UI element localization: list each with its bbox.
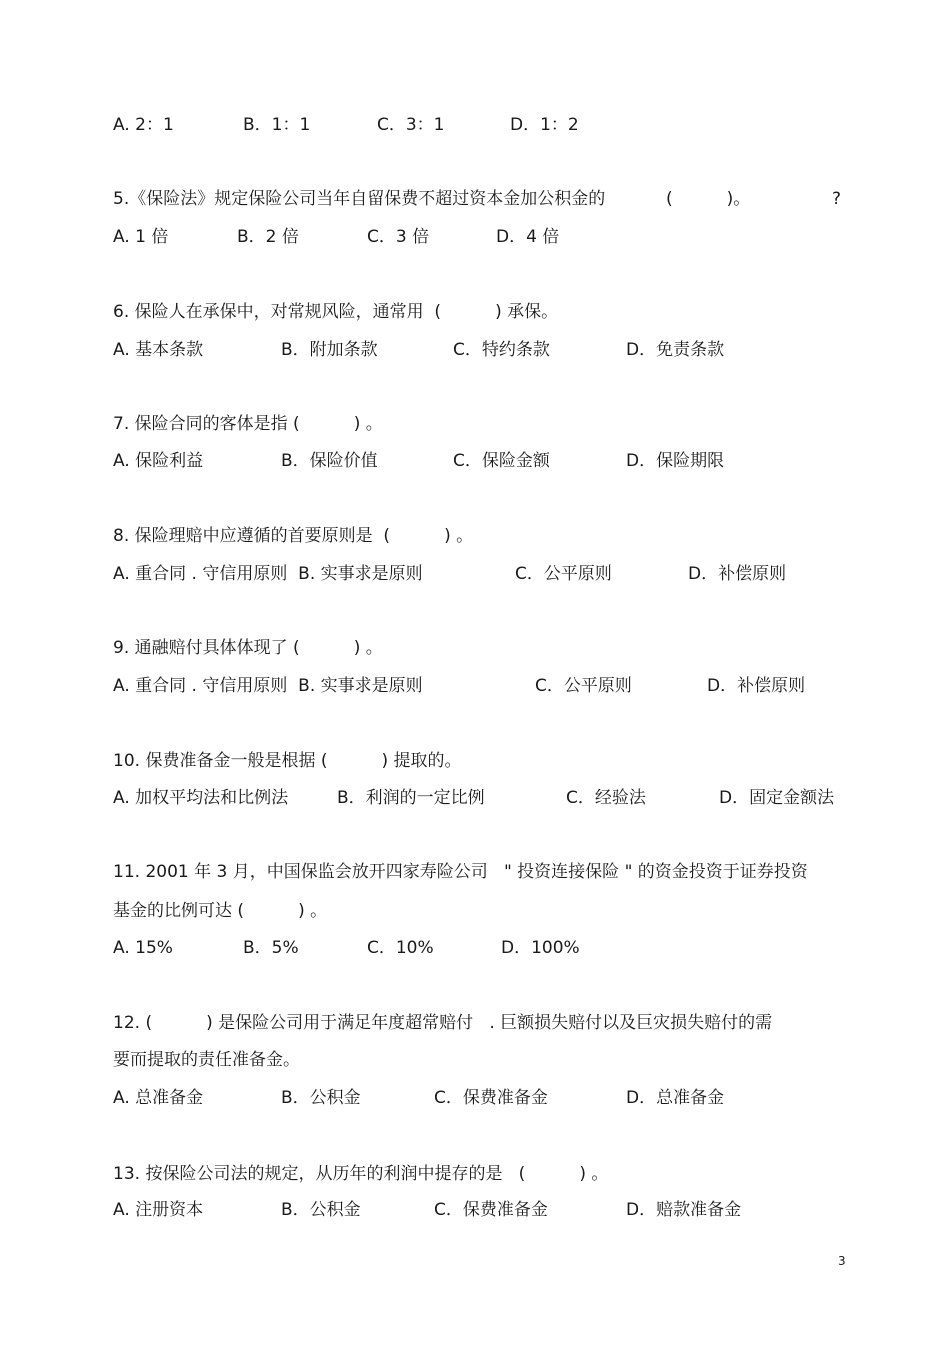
q5-stem: 5.《保险法》规定保险公司当年自留保费不超过资本金加公积金的 [113,189,606,209]
q6-option-a: A. 基本条款 [113,340,204,360]
q12-stem-line1: 12. ( ) 是保险公司用于满足年度超常赔付 . 巨额损失赔付以及巨灾损失赔付的需 [113,1013,773,1033]
q4-option-b: B．1：1 [243,115,311,135]
q11-option-d: D．100% [501,938,580,958]
q7-option-c: C．保险金额 [453,451,550,471]
q9-option-c: C．公平原则 [535,676,632,696]
q10-option-c: C．经验法 [566,788,646,808]
q5-blank: ( )。 [666,189,751,209]
q4-option-c: C．3：1 [377,115,445,135]
q11-stem-line1: 11. 2001 年 3 月，中国保监会放开四家寿险公司 " 投资连接保险 " 的资金投资于证券投资 [113,862,808,882]
q5-option-d: D．4 倍 [496,227,560,247]
q7-option-a: A. 保险利益 [113,451,204,471]
q11-option-c: C．10% [367,938,434,958]
q6-option-d: D．免责条款 [626,340,725,360]
q11-stem-line2: 基金的比例可达 ( ) 。 [113,901,328,921]
q12-stem-line2: 要而提取的责任准备金。 [113,1050,300,1070]
q12-option-a: A. 总准备金 [113,1088,204,1108]
q8-option-d: D．补偿原则 [688,564,787,584]
page-number: 3 [838,1254,846,1268]
q7-stem: 7. 保险合同的客体是指 ( ) 。 [113,414,383,434]
q11-option-b: B．5% [243,938,299,958]
q9-stem: 9. 通融赔付具体体现了 ( ) 。 [113,638,383,658]
q10-option-b: B．利润的一定比例 [337,788,485,808]
q10-option-a: A. 加权平均法和比例法 [113,788,289,808]
q5-mark: ? [832,189,842,209]
q8-option-ab: A. 重合同 . 守信用原则 B. 实事求是原则 [113,564,423,584]
q4-option-d: D．1：2 [510,115,579,135]
q13-option-a: A. 注册资本 [113,1200,204,1220]
q9-option-ab: A. 重合同 . 守信用原则 B. 实事求是原则 [113,676,423,696]
q5-option-a: A. 1 倍 [113,227,169,247]
q13-option-d: D．赔款准备金 [626,1200,742,1220]
q5-option-c: C．3 倍 [367,227,430,247]
q8-option-c: C．公平原则 [515,564,612,584]
q12-option-c: C．保费准备金 [434,1088,548,1108]
q8-stem: 8. 保险理赔中应遵循的首要原则是 ( ) 。 [113,526,474,546]
q10-option-d: D．固定金额法 [719,788,835,808]
q6-option-b: B．附加条款 [281,340,378,360]
q7-option-d: D．保险期限 [626,451,725,471]
q13-stem: 13. 按保险公司法的规定，从历年的利润中提存的是 ( ) 。 [113,1164,609,1184]
q13-option-c: C．保费准备金 [434,1200,548,1220]
q12-option-b: B．公积金 [281,1088,361,1108]
q5-option-b: B．2 倍 [237,227,299,247]
q6-stem: 6. 保险人在承保中，对常规风险，通常用 ( ) 承保。 [113,302,559,322]
q7-option-b: B．保险价值 [281,451,378,471]
q12-option-d: D．总准备金 [626,1088,725,1108]
q11-option-a: A. 15% [113,938,173,958]
q4-option-a: A. 2：1 [113,115,174,135]
q13-option-b: B．公积金 [281,1200,361,1220]
q9-option-d: D．补偿原则 [707,676,806,696]
q10-stem: 10. 保费准备金一般是根据 ( ) 提取的。 [113,751,462,771]
q6-option-c: C．特约条款 [453,340,550,360]
